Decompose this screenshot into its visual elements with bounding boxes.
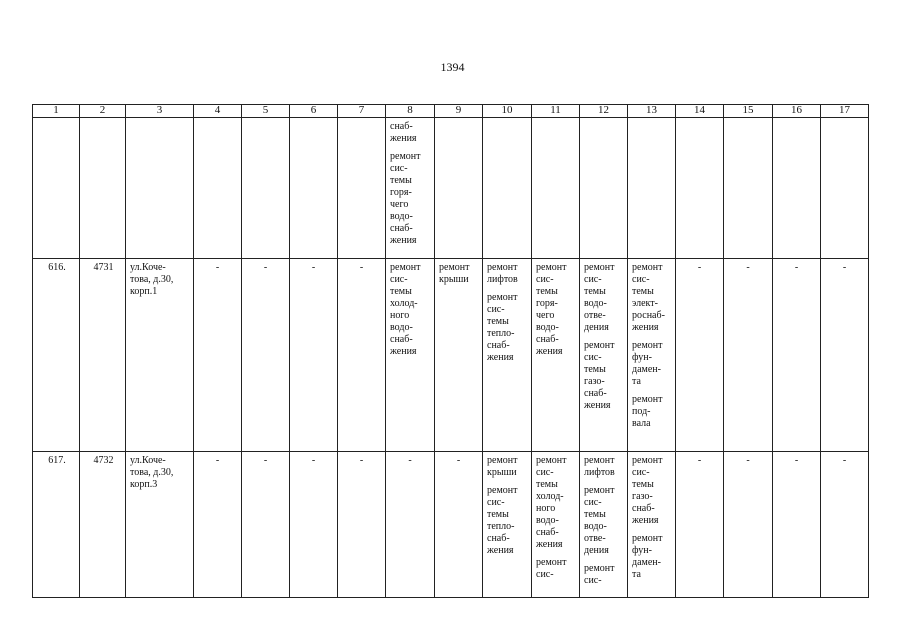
repair-item-line: ремонт bbox=[584, 455, 615, 466]
empty-dash: - bbox=[263, 262, 268, 273]
repair-item-line: тепло- bbox=[487, 521, 515, 532]
repair-item-line: элект- bbox=[632, 298, 658, 309]
repair-item bbox=[390, 151, 432, 247]
repair-item-line: дения bbox=[584, 322, 609, 333]
cell-col15 bbox=[724, 259, 773, 452]
repair-item-line: чего bbox=[390, 199, 409, 210]
repair-item-line: снаб- bbox=[536, 527, 559, 538]
repair-item-line: темы bbox=[487, 509, 509, 520]
address-line: това, д.30, bbox=[130, 467, 174, 478]
repair-item-line: тепло- bbox=[487, 328, 515, 339]
repair-item-line: ремонт bbox=[584, 485, 615, 496]
repair-item-line: та bbox=[632, 569, 641, 580]
repair-item-line: фун- bbox=[632, 545, 652, 556]
repair-item-line: темы bbox=[584, 509, 606, 520]
repair-item-line: водо- bbox=[536, 322, 559, 333]
column-header-16: 16 bbox=[773, 105, 821, 118]
repair-item bbox=[584, 340, 625, 412]
repair-item bbox=[487, 455, 529, 479]
empty-dash: - bbox=[842, 262, 847, 273]
house-code: 4731 bbox=[93, 262, 114, 273]
repair-item-line: сис- bbox=[390, 274, 408, 285]
repair-item-line: жения bbox=[632, 322, 659, 333]
cell-col14 bbox=[676, 259, 724, 452]
repair-item-line: отве- bbox=[584, 310, 606, 321]
repair-item bbox=[536, 455, 577, 551]
repair-item-line: лифтов bbox=[487, 274, 518, 285]
repair-item-line: жения bbox=[487, 352, 514, 363]
repair-item-line: снаб- bbox=[536, 334, 559, 345]
cell-col13 bbox=[628, 259, 676, 452]
code-cell bbox=[80, 452, 126, 598]
empty-dash: - bbox=[842, 455, 847, 466]
cell-col15 bbox=[724, 452, 773, 598]
repair-item bbox=[584, 455, 625, 479]
repair-item-line: водо- bbox=[390, 322, 413, 333]
address-line: корп.3 bbox=[130, 479, 158, 490]
cell-col13 bbox=[628, 452, 676, 598]
cell-col7 bbox=[338, 452, 386, 598]
empty-dash: - bbox=[359, 262, 364, 273]
repair-item bbox=[536, 557, 577, 581]
house-code: 4732 bbox=[93, 455, 114, 466]
repair-item-line: ремонт bbox=[632, 262, 663, 273]
repair-item bbox=[390, 121, 432, 145]
repair-item-line: сис- bbox=[536, 569, 554, 580]
repair-item-line: жения bbox=[632, 515, 659, 526]
cell-col10 bbox=[483, 452, 532, 598]
column-header-8: 8 bbox=[386, 105, 435, 118]
repair-item-line: жения bbox=[390, 235, 417, 246]
cell-col8-continued bbox=[386, 118, 435, 259]
repair-item-line: ремонт bbox=[632, 340, 663, 351]
repair-item-line: газо- bbox=[632, 491, 653, 502]
repair-table bbox=[32, 104, 869, 598]
repair-item-line: снаб- bbox=[632, 503, 655, 514]
repair-item-line: та bbox=[632, 376, 641, 387]
empty-dash: - bbox=[794, 262, 799, 273]
repair-item-line: фун- bbox=[632, 352, 652, 363]
empty-dash: - bbox=[697, 455, 702, 466]
repair-item-line: сис- bbox=[390, 163, 408, 174]
repair-item-line: ремонт bbox=[584, 262, 615, 273]
repair-item-line: водо- bbox=[536, 515, 559, 526]
repair-item-line: темы bbox=[390, 175, 412, 186]
repair-item bbox=[487, 292, 529, 364]
repair-item-line: дамен- bbox=[632, 557, 661, 568]
repair-item-line: ремонт bbox=[390, 262, 421, 273]
repair-item-line: сис- bbox=[632, 274, 650, 285]
repair-item-line: водо- bbox=[390, 211, 413, 222]
column-header-14: 14 bbox=[676, 105, 724, 118]
repair-item-line: сис- bbox=[584, 575, 602, 586]
table-row bbox=[33, 452, 869, 598]
repair-item-line: ремонт bbox=[487, 455, 518, 466]
column-header-1: 1 bbox=[33, 105, 80, 118]
cell-col5 bbox=[242, 452, 290, 598]
cell-col4 bbox=[194, 259, 242, 452]
column-header-15: 15 bbox=[724, 105, 773, 118]
empty-dash: - bbox=[311, 262, 316, 273]
row-number-cell bbox=[33, 452, 80, 598]
repair-item-line: чего bbox=[536, 310, 555, 321]
repair-item bbox=[632, 455, 673, 527]
repair-item-line: жения bbox=[584, 400, 611, 411]
repair-item-line: ремонт bbox=[390, 151, 421, 162]
repair-item-line: снаб- bbox=[390, 334, 413, 345]
cell-col8 bbox=[386, 259, 435, 452]
repair-item-line: водо- bbox=[584, 298, 607, 309]
empty-dash: - bbox=[408, 455, 412, 466]
column-header-3: 3 bbox=[126, 105, 194, 118]
repair-item-line: темы bbox=[632, 479, 654, 490]
repair-item-line: жения bbox=[390, 346, 417, 357]
address-cell bbox=[126, 259, 194, 452]
empty-dash: - bbox=[746, 455, 750, 466]
repair-item-line: горя- bbox=[536, 298, 558, 309]
column-header-7: 7 bbox=[338, 105, 386, 118]
repair-item-line: ремонт bbox=[536, 557, 567, 568]
repair-item-line: снаб- bbox=[487, 533, 510, 544]
repair-item-line: ремонт bbox=[632, 533, 663, 544]
repair-item-line: ремонт bbox=[584, 340, 615, 351]
repair-item-line: жения bbox=[536, 539, 563, 550]
cell-col16 bbox=[773, 259, 821, 452]
continuation-row bbox=[33, 118, 869, 259]
cell-col12 bbox=[580, 259, 628, 452]
repair-item-line: ного bbox=[536, 503, 556, 514]
repair-item-line: ремонт bbox=[632, 455, 663, 466]
cell-col14 bbox=[676, 452, 724, 598]
column-header-2: 2 bbox=[80, 105, 126, 118]
repair-item-line: лифтов bbox=[584, 467, 615, 478]
repair-item-line: снаб- bbox=[487, 340, 510, 351]
cell-col17 bbox=[821, 452, 869, 598]
repair-item-line: отве- bbox=[584, 533, 606, 544]
column-header-12: 12 bbox=[580, 105, 628, 118]
column-header-5: 5 bbox=[242, 105, 290, 118]
repair-item bbox=[487, 485, 529, 557]
repair-item-line: водо- bbox=[584, 521, 607, 532]
repair-item bbox=[390, 262, 432, 358]
repair-item-line: темы bbox=[584, 364, 606, 375]
table-row bbox=[33, 259, 869, 452]
empty-dash: - bbox=[794, 455, 799, 466]
cell-col4 bbox=[194, 452, 242, 598]
repair-item-line: ного bbox=[390, 310, 410, 321]
empty-dash: - bbox=[215, 262, 220, 273]
empty-dash: - bbox=[359, 455, 364, 466]
empty-dash: - bbox=[456, 455, 461, 466]
repair-item-line: сис- bbox=[584, 274, 602, 285]
repair-item-line: снаб- bbox=[584, 388, 607, 399]
repair-item-line: темы bbox=[487, 316, 509, 327]
repair-item-line: вала bbox=[632, 418, 651, 429]
page-number: 1394 bbox=[440, 60, 465, 74]
repair-item bbox=[632, 340, 673, 388]
repair-item bbox=[584, 262, 625, 334]
address-cell bbox=[126, 452, 194, 598]
empty-dash: - bbox=[311, 455, 316, 466]
repair-item-line: роснаб- bbox=[632, 310, 665, 321]
cell-col9 bbox=[435, 452, 483, 598]
cell-col7 bbox=[338, 259, 386, 452]
repair-item-line: сис- bbox=[487, 304, 505, 315]
repair-item-line: сис- bbox=[632, 467, 650, 478]
repair-item-line: сис- bbox=[584, 352, 602, 363]
repair-item-line: снаб- bbox=[390, 223, 413, 234]
repair-item-line: ремонт bbox=[536, 455, 567, 466]
column-header-11: 11 bbox=[532, 105, 580, 118]
repair-item-line: ремонт bbox=[536, 262, 567, 273]
cell-col10 bbox=[483, 259, 532, 452]
repair-item-line: сис- bbox=[584, 497, 602, 508]
repair-item-line: темы bbox=[536, 286, 558, 297]
row-number: 617. bbox=[48, 455, 66, 466]
column-header-4: 4 bbox=[194, 105, 242, 118]
repair-item bbox=[584, 485, 625, 557]
repair-item-line: ремонт bbox=[487, 485, 518, 496]
repair-item bbox=[487, 262, 529, 286]
cell-col9 bbox=[435, 259, 483, 452]
repair-item-line: сис- bbox=[536, 274, 554, 285]
repair-item-line: под- bbox=[632, 406, 651, 417]
empty-dash: - bbox=[697, 262, 702, 273]
column-header-17: 17 bbox=[821, 105, 869, 118]
row-number-cell bbox=[33, 259, 80, 452]
repair-item-line: холод- bbox=[536, 491, 564, 502]
repair-item bbox=[632, 394, 673, 430]
repair-item-line: ремонт bbox=[584, 563, 615, 574]
empty-dash: - bbox=[263, 455, 268, 466]
cell-col6 bbox=[290, 452, 338, 598]
repair-item-line: сис- bbox=[536, 467, 554, 478]
repair-item-line: дения bbox=[584, 545, 609, 556]
cell-col6 bbox=[290, 259, 338, 452]
repair-item-line: жения bbox=[487, 545, 514, 556]
column-header-6: 6 bbox=[290, 105, 338, 118]
column-header-9: 9 bbox=[435, 105, 483, 118]
cell-col17 bbox=[821, 259, 869, 452]
repair-item bbox=[632, 262, 673, 334]
cell-col16 bbox=[773, 452, 821, 598]
empty-dash: - bbox=[215, 455, 220, 466]
repair-item-line: крыши bbox=[439, 274, 469, 285]
repair-item-line: ремонт bbox=[487, 292, 518, 303]
repair-item-line: ремонт bbox=[632, 394, 663, 405]
repair-item-line: газо- bbox=[584, 376, 605, 387]
repair-item bbox=[584, 563, 625, 587]
header-row bbox=[33, 105, 869, 118]
repair-item bbox=[439, 262, 480, 286]
column-header-10: 10 bbox=[483, 105, 532, 118]
cell-col5 bbox=[242, 259, 290, 452]
repair-item-line: темы bbox=[632, 286, 654, 297]
address-line: това, д.30, bbox=[130, 274, 174, 285]
repair-item-line: горя- bbox=[390, 187, 412, 198]
code-cell bbox=[80, 259, 126, 452]
column-header-13: 13 bbox=[628, 105, 676, 118]
repair-item-line: жения bbox=[536, 346, 563, 357]
cell-col11 bbox=[532, 452, 580, 598]
repair-item-line: ремонт bbox=[439, 262, 470, 273]
repair-item-line: ремонт bbox=[487, 262, 518, 273]
repair-item bbox=[536, 262, 577, 358]
repair-item-line: темы bbox=[390, 286, 412, 297]
repair-item-line: темы bbox=[584, 286, 606, 297]
cell-col11 bbox=[532, 259, 580, 452]
cell-col12 bbox=[580, 452, 628, 598]
repair-item-line: холод- bbox=[390, 298, 418, 309]
row-number: 616. bbox=[48, 262, 66, 273]
repair-item-line: крыши bbox=[487, 467, 517, 478]
repair-item bbox=[632, 533, 673, 581]
repair-item-line: жения bbox=[390, 133, 417, 144]
repair-item-line: темы bbox=[536, 479, 558, 490]
repair-item-line: сис- bbox=[487, 497, 505, 508]
empty-dash: - bbox=[746, 262, 750, 273]
cell-col8 bbox=[386, 452, 435, 598]
repair-item-line: дамен- bbox=[632, 364, 661, 375]
repair-item-line: снаб- bbox=[390, 121, 413, 132]
address-line: ул.Коче- bbox=[130, 455, 166, 466]
address-line: ул.Коче- bbox=[130, 262, 166, 273]
address-line: корп.1 bbox=[130, 286, 158, 297]
